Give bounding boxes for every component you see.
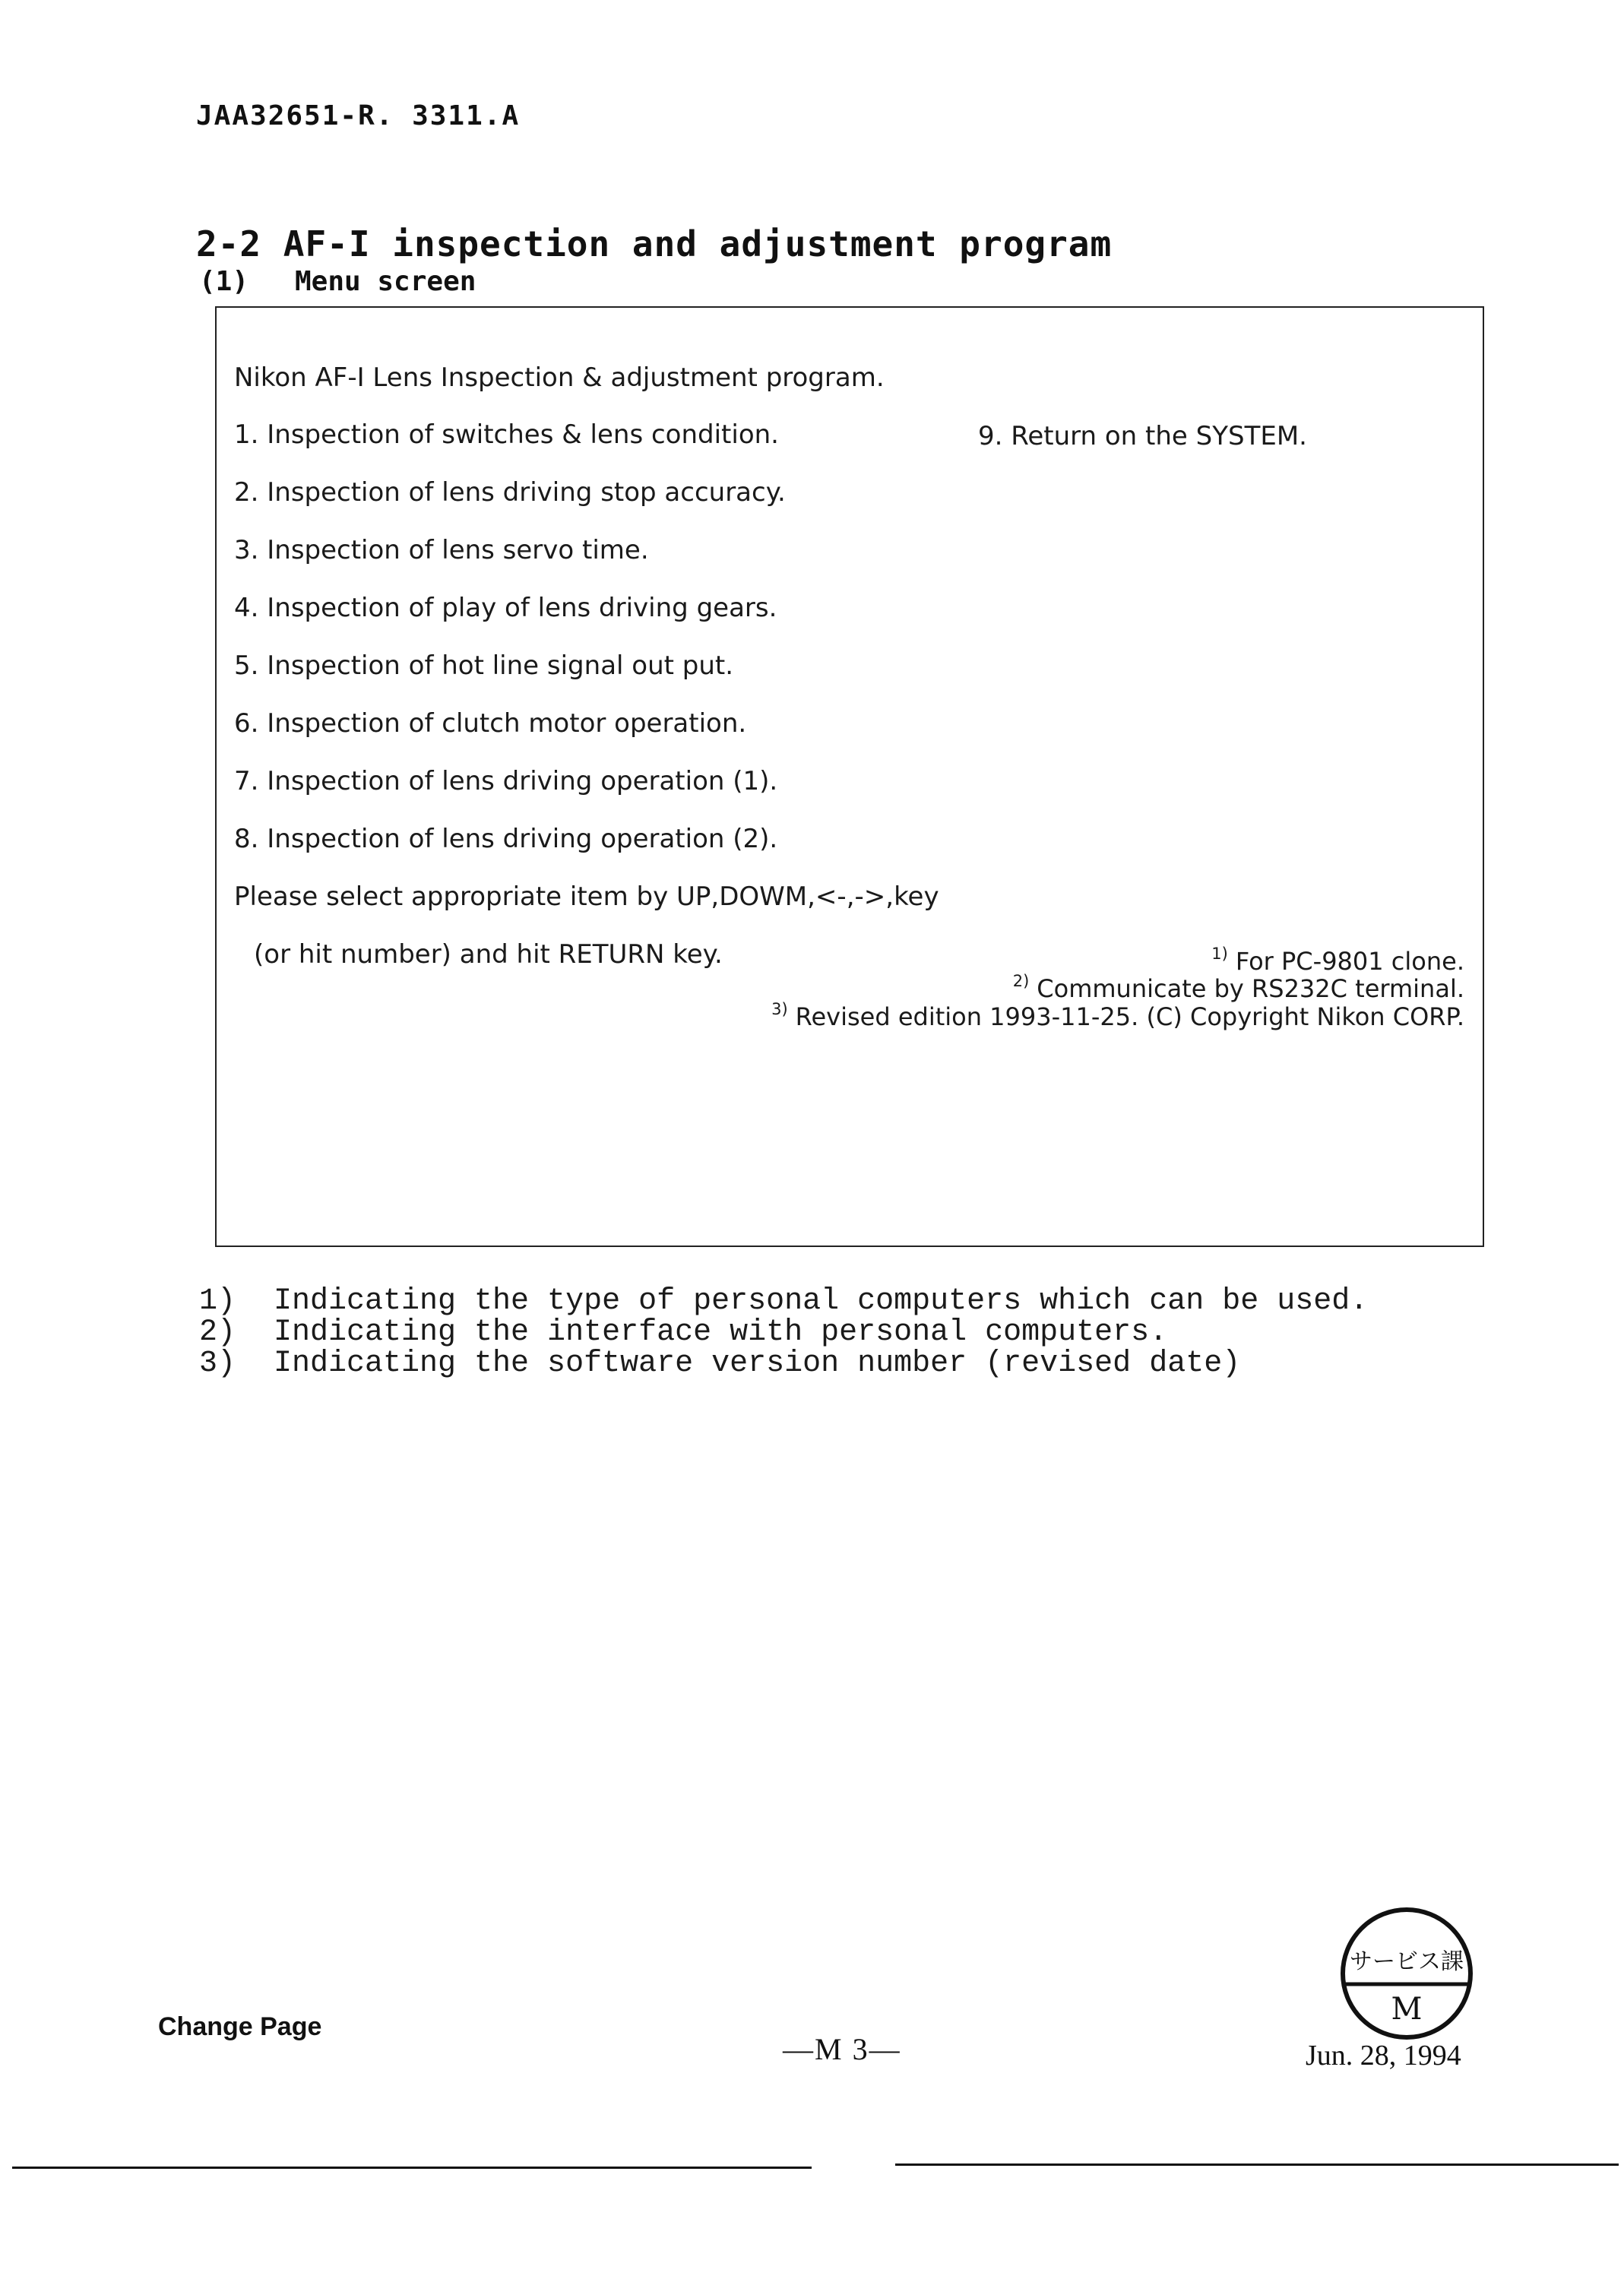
note-2-text: Communicate by RS232C terminal. [1037, 974, 1464, 1003]
subsection-title [199, 266, 476, 297]
menu-item-9: 9. Return on the SYSTEM. [978, 421, 1307, 451]
footnote-3-text: Indicating the software version number (revised date) [274, 1347, 1241, 1381]
footnote-1-text: Indicating the type of personal computers which can be used. [274, 1284, 1369, 1318]
menu-item-7: 7. Inspection of lens driving operation (1). [234, 766, 778, 796]
program-title: Nikon AF-I Lens Inspection & adjustment program. [234, 362, 885, 393]
note-3-marker: 3) [771, 1000, 788, 1018]
stamp-top-text: サービス課 [1350, 1948, 1464, 1975]
subsection-label: Menu screen [295, 266, 476, 297]
note-1-text: For PC-9801 clone. [1235, 947, 1464, 976]
menu-item-6: 6. Inspection of clutch motor operation. [234, 708, 747, 739]
revision-date: Jun. 28, 1994 [1306, 2040, 1461, 2072]
note-2-line [1013, 972, 1464, 1003]
menu-item-5: 5. Inspection of hot line signal out put. [234, 650, 734, 681]
menu-screen-box [215, 306, 1484, 1247]
menu-item-4: 4. Inspection of play of lens driving gears. [234, 593, 777, 623]
select-prompt-line2: (or hit number) and hit RETURN key. [254, 939, 723, 970]
document-id: JAA32651-R. 3311.A [196, 100, 521, 131]
footnote-2-text: Indicating the interface with personal computers. [274, 1315, 1168, 1350]
note-2-marker: 2) [1012, 972, 1030, 990]
footnote-2 [199, 1315, 1167, 1350]
page-number: —M 3— [783, 2032, 901, 2066]
footnote-1-number: 1) [199, 1284, 236, 1318]
footnote-3-number: 3) [199, 1347, 236, 1381]
menu-item-1: 1. Inspection of switches & lens condition. [234, 419, 779, 450]
service-department-stamp [1335, 1905, 1478, 2042]
change-page-label: Change Page [158, 2012, 322, 2041]
note-1-line [1211, 945, 1464, 976]
section-title: 2-2 AF-I inspection and adjustment program [196, 223, 1113, 264]
footer-rule-left [12, 2167, 812, 2169]
select-prompt-line1: Please select appropriate item by UP,DOWM,<-,->,key [234, 882, 939, 912]
note-3-line [771, 1000, 1464, 1031]
footnote-3 [199, 1347, 1240, 1381]
menu-item-2: 2. Inspection of lens driving stop accuracy. [234, 477, 786, 508]
subsection-number: (1) [199, 266, 249, 297]
footnote-1 [199, 1284, 1368, 1318]
note-3-text: Revised edition 1993-11-25. (C) Copyright Nikon CORP. [795, 1002, 1464, 1031]
note-1-marker: 1) [1211, 945, 1228, 963]
stamp-bottom-text: M [1391, 1992, 1423, 2027]
menu-item-3: 3. Inspection of lens servo time. [234, 535, 649, 565]
menu-item-8: 8. Inspection of lens driving operation (2). [234, 824, 778, 854]
footer-rule-right [895, 2163, 1619, 2166]
footnote-2-number: 2) [199, 1315, 236, 1350]
